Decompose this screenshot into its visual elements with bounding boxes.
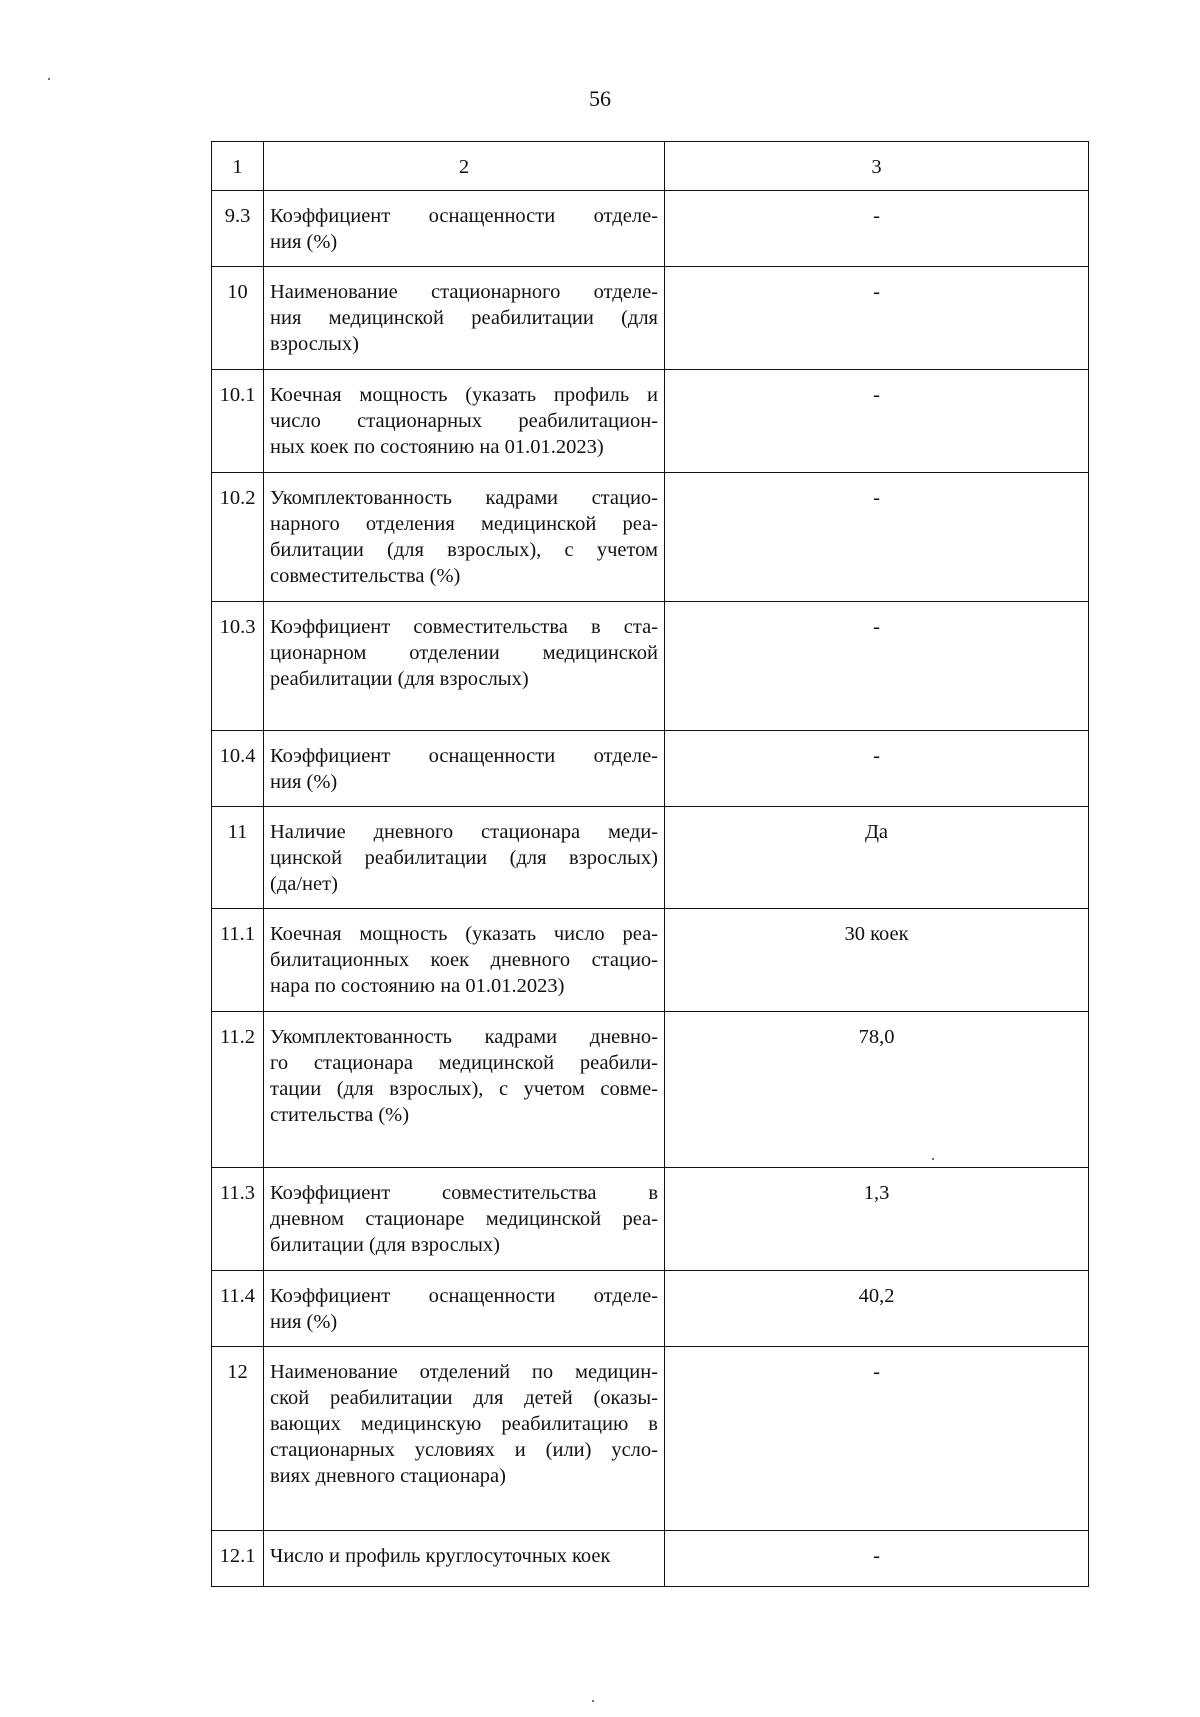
table-row xyxy=(212,1168,1089,1271)
row-value-cell: - xyxy=(665,602,1089,731)
row-number-cell: 11.4 xyxy=(212,1271,264,1347)
table-row xyxy=(212,909,1089,1012)
description-line: Коэффициент оснащенности отделе- xyxy=(270,205,658,227)
row-description-cell xyxy=(264,909,665,1012)
description-line: стационарных условиях и (или) усло- xyxy=(270,1439,658,1461)
scan-speck xyxy=(48,78,50,80)
row-description-cell xyxy=(264,473,665,602)
table-row xyxy=(212,1347,1089,1531)
row-value-cell: 1,3 xyxy=(665,1168,1089,1271)
page-number: 56 xyxy=(589,86,611,111)
description-line: нарного отделения медицинской реа- xyxy=(270,513,658,535)
row-value-cell: - xyxy=(665,1531,1089,1587)
description-line: взрослых) xyxy=(270,333,359,355)
row-value-cell: Да xyxy=(665,807,1089,909)
row-value-cell: - xyxy=(665,267,1089,370)
row-number-cell: 12.1 xyxy=(212,1531,264,1587)
table-row xyxy=(212,370,1089,473)
table-row xyxy=(212,1012,1089,1168)
description-line: ния (%) xyxy=(270,771,338,793)
description-line: Коечная мощность (указать профиль и xyxy=(270,384,658,406)
description-line: число стационарных реабилитацион- xyxy=(270,410,658,432)
description-line: Укомплектованность кадрами стацио- xyxy=(270,487,658,509)
description-line: стительства (%) xyxy=(270,1104,410,1126)
header-cell-3: 3 xyxy=(665,142,1089,191)
row-value-cell: - xyxy=(665,1347,1089,1531)
description-line: Укомплектованность кадрами дневно- xyxy=(270,1026,658,1048)
table-row xyxy=(212,807,1089,909)
description-line: Коэффициент совместительства в xyxy=(270,1182,658,1204)
document-table xyxy=(211,141,1089,1587)
description-line: реабилитации (для взрослых) xyxy=(270,668,529,690)
description-line: ных коек по состоянию на 01.01.2023) xyxy=(270,436,604,458)
table-row xyxy=(212,191,1089,267)
description-line: Наличие дневного стационара меди- xyxy=(270,821,658,843)
row-value-cell: - xyxy=(665,731,1089,807)
description-line: дневном стационаре медицинской реа- xyxy=(270,1208,658,1230)
description-line: билитации (для взрослых), с учетом xyxy=(270,539,658,561)
description-line: ционарном отделении медицинской xyxy=(270,642,658,664)
row-number-cell: 11.1 xyxy=(212,909,264,1012)
row-description-cell xyxy=(264,1347,665,1531)
row-description-cell xyxy=(264,1271,665,1347)
scan-speck xyxy=(592,1700,594,1702)
row-number-cell: 12 xyxy=(212,1347,264,1531)
table-row xyxy=(212,1531,1089,1587)
description-line: го стационара медицинской реабили- xyxy=(270,1052,658,1074)
description-line: совместительства (%) xyxy=(270,565,461,587)
table-row xyxy=(212,1271,1089,1347)
row-description-cell xyxy=(264,1012,665,1168)
description-line: Наименование стационарного отделе- xyxy=(270,281,658,303)
table-row xyxy=(212,602,1089,731)
description-line: Наименование отделений по медицин- xyxy=(270,1361,658,1383)
row-number-cell: 10.1 xyxy=(212,370,264,473)
description-line: ния (%) xyxy=(270,231,338,253)
description-line: цинской реабилитации (для взрослых) xyxy=(270,847,658,869)
header-cell-1: 1 xyxy=(212,142,264,191)
description-line: вающих медицинскую реабилитацию в xyxy=(270,1413,658,1435)
table-row xyxy=(212,731,1089,807)
row-description-cell xyxy=(264,370,665,473)
table-row xyxy=(212,267,1089,370)
row-description-cell xyxy=(264,1531,665,1587)
row-number-cell: 9.3 xyxy=(212,191,264,267)
row-number-cell: 10.4 xyxy=(212,731,264,807)
description-line: ния (%) xyxy=(270,1311,338,1333)
row-value-cell: - xyxy=(665,191,1089,267)
header-cell-2: 2 xyxy=(264,142,665,191)
table-header-row xyxy=(212,142,1089,191)
description-line: виях дневного стационара) xyxy=(270,1465,506,1487)
description-line: (да/нет) xyxy=(270,873,338,895)
row-number-cell: 11.3 xyxy=(212,1168,264,1271)
description-line: ской реабилитации для детей (оказы- xyxy=(270,1387,658,1409)
row-number-cell: 10.2 xyxy=(212,473,264,602)
row-description-cell xyxy=(264,1168,665,1271)
row-value-cell: - xyxy=(665,370,1089,473)
description-line: Число и профиль круглосуточных коек xyxy=(270,1545,611,1567)
row-value-cell: 78,0 xyxy=(665,1012,1089,1168)
description-line: Коэффициент оснащенности отделе- xyxy=(270,745,658,767)
row-value-cell: 40,2 xyxy=(665,1271,1089,1347)
row-description-cell xyxy=(264,267,665,370)
description-line: нара по состоянию на 01.01.2023) xyxy=(270,975,565,997)
row-description-cell xyxy=(264,191,665,267)
row-number-cell: 10 xyxy=(212,267,264,370)
description-line: Коэффициент оснащенности отделе- xyxy=(270,1285,658,1307)
description-line: Коечная мощность (указать число реа- xyxy=(270,923,658,945)
row-number-cell: 10.3 xyxy=(212,602,264,731)
row-value-cell: - xyxy=(665,473,1089,602)
description-line: Коэффициент совместительства в ста- xyxy=(270,616,658,638)
row-description-cell xyxy=(264,602,665,731)
table-row xyxy=(212,473,1089,602)
description-line: ния медицинской реабилитации (для xyxy=(270,307,658,329)
description-line: билитационных коек дневного стацио- xyxy=(270,949,658,971)
row-value-cell: 30 коек xyxy=(665,909,1089,1012)
row-number-cell: 11.2 xyxy=(212,1012,264,1168)
description-line: билитации (для взрослых) xyxy=(270,1234,500,1256)
description-line: тации (для взрослых), с учетом совме- xyxy=(270,1078,658,1100)
row-description-cell xyxy=(264,807,665,909)
row-number-cell: 11 xyxy=(212,807,264,909)
row-description-cell xyxy=(264,731,665,807)
